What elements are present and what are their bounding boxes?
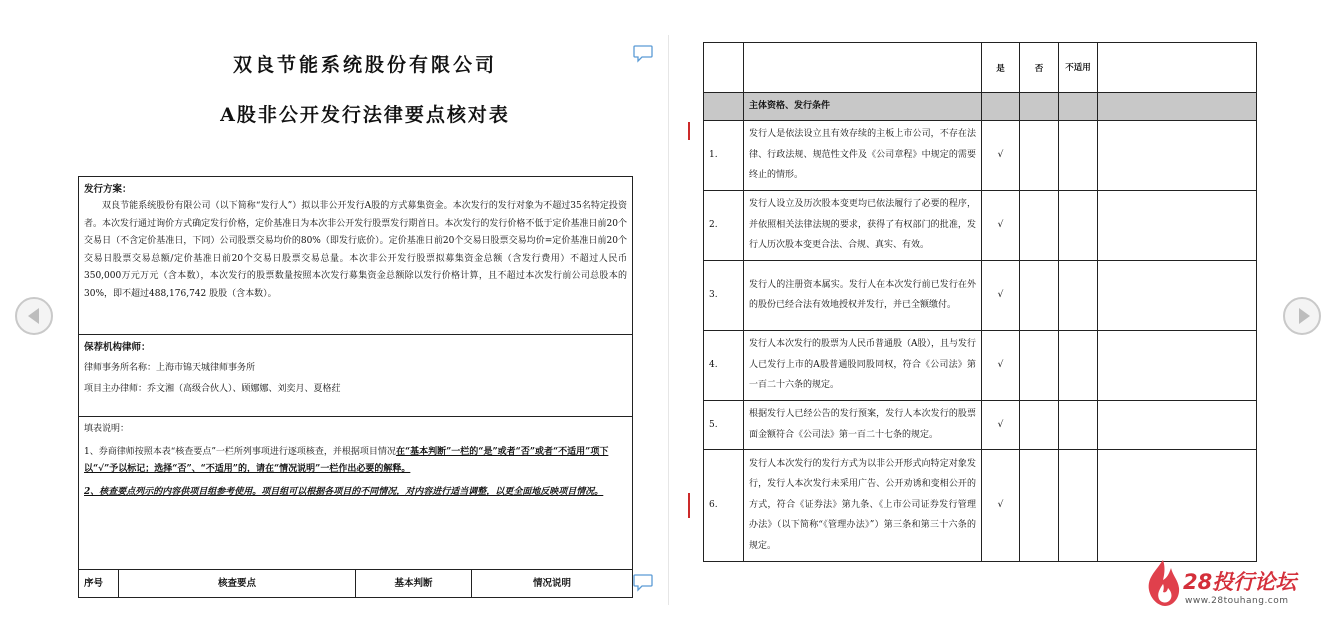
column-header-points: 核查要点 xyxy=(119,570,356,597)
instruction-item-2: 2、核查要点列示的内容供项目组参考使用。项目组可以根据各项目的不同情况，对内容进行适当调整，以更全面地反映项目情况。 xyxy=(84,487,604,497)
instructions-section xyxy=(79,417,632,570)
table-row xyxy=(704,190,1257,260)
document-page-right xyxy=(686,0,1276,633)
instruction-item-1 xyxy=(84,444,627,478)
column-header-judgment: 基本判断 xyxy=(356,570,472,597)
comment-icon[interactable] xyxy=(633,45,653,63)
section-row xyxy=(704,93,1257,121)
arrow-left-icon xyxy=(28,308,39,324)
issue-plan-heading: 发行方案： xyxy=(84,184,132,195)
row-number: 2. xyxy=(704,190,744,260)
check-mark: √ xyxy=(982,330,1020,400)
sponsor-lawyers-section xyxy=(79,335,632,417)
check-mark: √ xyxy=(982,400,1020,449)
row-number: 6. xyxy=(704,449,744,561)
company-title: 双良节能系统股份有限公司 xyxy=(232,54,497,76)
checklist-header-row xyxy=(79,570,632,597)
section-title: 主体资格、发行条件 xyxy=(744,93,982,121)
forum-url: www.28touhang.com xyxy=(1185,596,1289,606)
header-not-applicable: 不适用 xyxy=(1059,43,1098,93)
row-text: 根据发行人已经公告的发行预案，发行人本次发行的股票面金额符合《公司法》第一百二十七条的规定。 xyxy=(744,400,982,449)
row-text: 发行人是依法设立且有效存续的主板上市公司，不存在法律、行政法规、规范性文件及《公司章程》中规定的需要终止的情形。 xyxy=(744,120,982,190)
row-number: 1. xyxy=(704,120,744,190)
document-page-left xyxy=(62,0,668,633)
track-change-marker xyxy=(688,493,690,518)
table-row xyxy=(704,120,1257,190)
project-lawyers: 项目主办律师：乔文湘（高级合伙人）、顾娜娜、刘奕月、夏格荭 xyxy=(84,384,341,394)
info-table xyxy=(78,176,633,598)
header-yes: 是 xyxy=(982,43,1020,93)
check-mark: √ xyxy=(982,190,1020,260)
track-change-marker xyxy=(688,122,690,140)
checklist-title: A股非公开发行法律要点核对表 xyxy=(220,104,510,126)
flame-logo-icon xyxy=(1143,558,1183,608)
instructions-heading: 填表说明： xyxy=(84,424,130,434)
sponsor-lawyers-heading: 保荐机构律师： xyxy=(84,342,151,353)
forum-brand: 28投行论坛 xyxy=(1183,570,1297,594)
page-divider xyxy=(668,35,669,605)
instruction-1-emphasis: 在“基本判断”一栏的“是”或者“否”或者“不适用”项下以“√”予以标记；选择“否”、“不适用”的，请在“情况说明”一栏作出必要的解释。 xyxy=(84,447,609,474)
instruction-1-plain: 1、券商律师按照本表“核查要点”一栏所列事项进行逐项核查，并根据项目情况 xyxy=(84,447,396,457)
row-number: 5. xyxy=(704,400,744,449)
row-text: 发行人的注册资本属实。发行人在本次发行前已发行在外的股份已经合法有效地授权并发行，并已全额缴付。 xyxy=(744,260,982,330)
row-text: 发行人本次发行的股票为人民币普通股（A股），且与发行人已发行上市的A股普通股同股同权，符合《公司法》第一百二十六条的规定。 xyxy=(744,330,982,400)
table-row xyxy=(704,400,1257,449)
table-header-row xyxy=(704,43,1257,93)
forum-watermark xyxy=(1143,558,1313,618)
table-row xyxy=(704,449,1257,561)
row-text: 发行人设立及历次股本变更均已依法履行了必要的程序，并依照相关法律法规的要求，获得了有权部门的批准，发行人历次股本变更合法、合规、真实、有效。 xyxy=(744,190,982,260)
row-number: 4. xyxy=(704,330,744,400)
checklist-table xyxy=(703,42,1257,562)
column-header-explain: 情况说明 xyxy=(532,578,571,589)
comment-icon[interactable] xyxy=(633,574,653,592)
check-mark: √ xyxy=(982,120,1020,190)
check-mark: √ xyxy=(982,449,1020,561)
issue-plan-section xyxy=(79,177,632,335)
table-row xyxy=(704,330,1257,400)
issue-plan-body: 双良节能系统股份有限公司（以下简称“发行人”）拟以非公开发行A股的方式募集资金。本次发行的发行对象为不超过35名特定投资者。本次发行通过询价方式确定发行价格，定价基准日为本次非公开发行股票发行期首日。本次发行的发行价格不低于定价基准日前20个交易日（不含定价基准日，下同）公司股票交易均价的80%（即发行底价）。定价基准日前20个交易日股票交易均价=定价基准日前20个交易日股票交易总额/定价基准日前20个交易日股票交易总量。本次非公开发行股票拟募集资金总额（含发行费用）不超过人民币350,000万元万元（含本数），本次发行的股票数量按照本次发行募集资金总额除以发行价格计算，且不超过本次发行前公司总股本的30%，即不超过488,176,742 股股（含本数）。 xyxy=(84,201,627,299)
column-header-seq: 序号 xyxy=(79,570,119,597)
law-firm-name: 律师事务所名称：上海市锦天城律师事务所 xyxy=(84,363,256,373)
row-number: 3. xyxy=(704,260,744,330)
next-page-button[interactable] xyxy=(1283,297,1321,335)
row-text: 发行人本次发行的发行方式为以非公开形式向特定对象发行，发行人本次发行未采用广告、公开劝诱和变相公开的方式，符合《证券法》第九条、《上市公司证券发行管理办法》（以下简称“《管理办法》”）第三条和第三十六条的规定。 xyxy=(744,449,982,561)
header-no: 否 xyxy=(1020,43,1059,93)
check-mark: √ xyxy=(982,260,1020,330)
arrow-right-icon xyxy=(1299,308,1310,324)
table-row xyxy=(704,260,1257,330)
previous-page-button[interactable] xyxy=(15,297,53,335)
